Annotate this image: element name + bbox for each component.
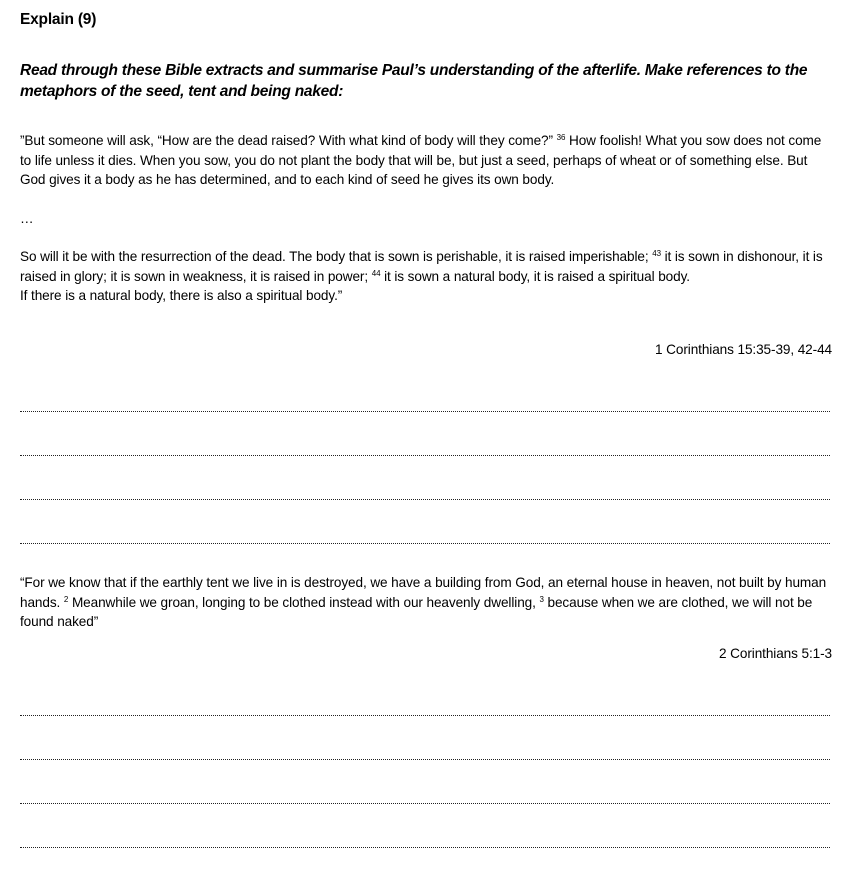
answer-line[interactable] [20,847,830,848]
answer-line[interactable] [20,715,830,716]
passage-text: Meanwhile we groan, longing to be clothed instead with our heavenly dwelling, [68,594,540,610]
section-heading: Explain (9) [20,11,97,28]
passage-text: because when we are clothed, we will not be found naked” [20,594,813,629]
answer-line[interactable] [20,803,830,804]
verse-number: 3 [539,594,544,604]
passage-1-corinthians [20,131,832,306]
verse-number: 2 [63,594,69,604]
scripture-reference: 2 Corinthians 5:1-3 [719,646,832,661]
answer-line[interactable] [20,759,830,760]
answer-line[interactable] [20,411,830,412]
verse-number: 44 [371,268,381,278]
answer-line[interactable] [20,499,830,500]
passage-text: it is sown in dishonour, it is raised in glory; it is sown in weakness, it is raised in power; [20,249,823,284]
passage-text: How foolish! What you sow does not come to life unless it dies. When you sow, you do not plant the body that will be, but just a seed, perhaps of wheat or of something else. But God gives it a body as he has determined, and to each kind of seed he gives its own body. [20,133,822,187]
passage-paragraph: If there is a natural body, there is also a spiritual body.” [20,288,343,303]
passage-paragraph [20,131,832,190]
passage-2-corinthians [20,573,832,632]
passage-text: ”But someone will ask, “How are the dead raised? With what kind of body will they come?” [20,133,557,148]
passage-ellipsis: … [20,210,34,226]
answer-line[interactable] [20,455,830,456]
passage-paragraph [20,573,832,632]
answer-line[interactable] [20,543,830,544]
passage-text: So will it be with the resurrection of the dead. The body that is sown is perishable, it is raised imperishable; [20,249,653,264]
verse-number: 43 [652,249,661,258]
passage-paragraph [20,247,832,286]
passage-text: it is sown a natural body, it is raised a spiritual body. [380,268,690,284]
instruction-text: Read through these Bible extracts and summarise Paul’s understanding of the afterlife. Make references to the metaphors of the seed, tent and being naked: [20,62,808,100]
verse-number: 36 [556,133,566,142]
passage-text: “For we know that if the earthly tent we live in is destroyed, we have a building from God, an eternal house in heaven, not built by human hands. [20,575,827,610]
scripture-reference: 1 Corinthians 15:35-39, 42-44 [655,342,832,357]
